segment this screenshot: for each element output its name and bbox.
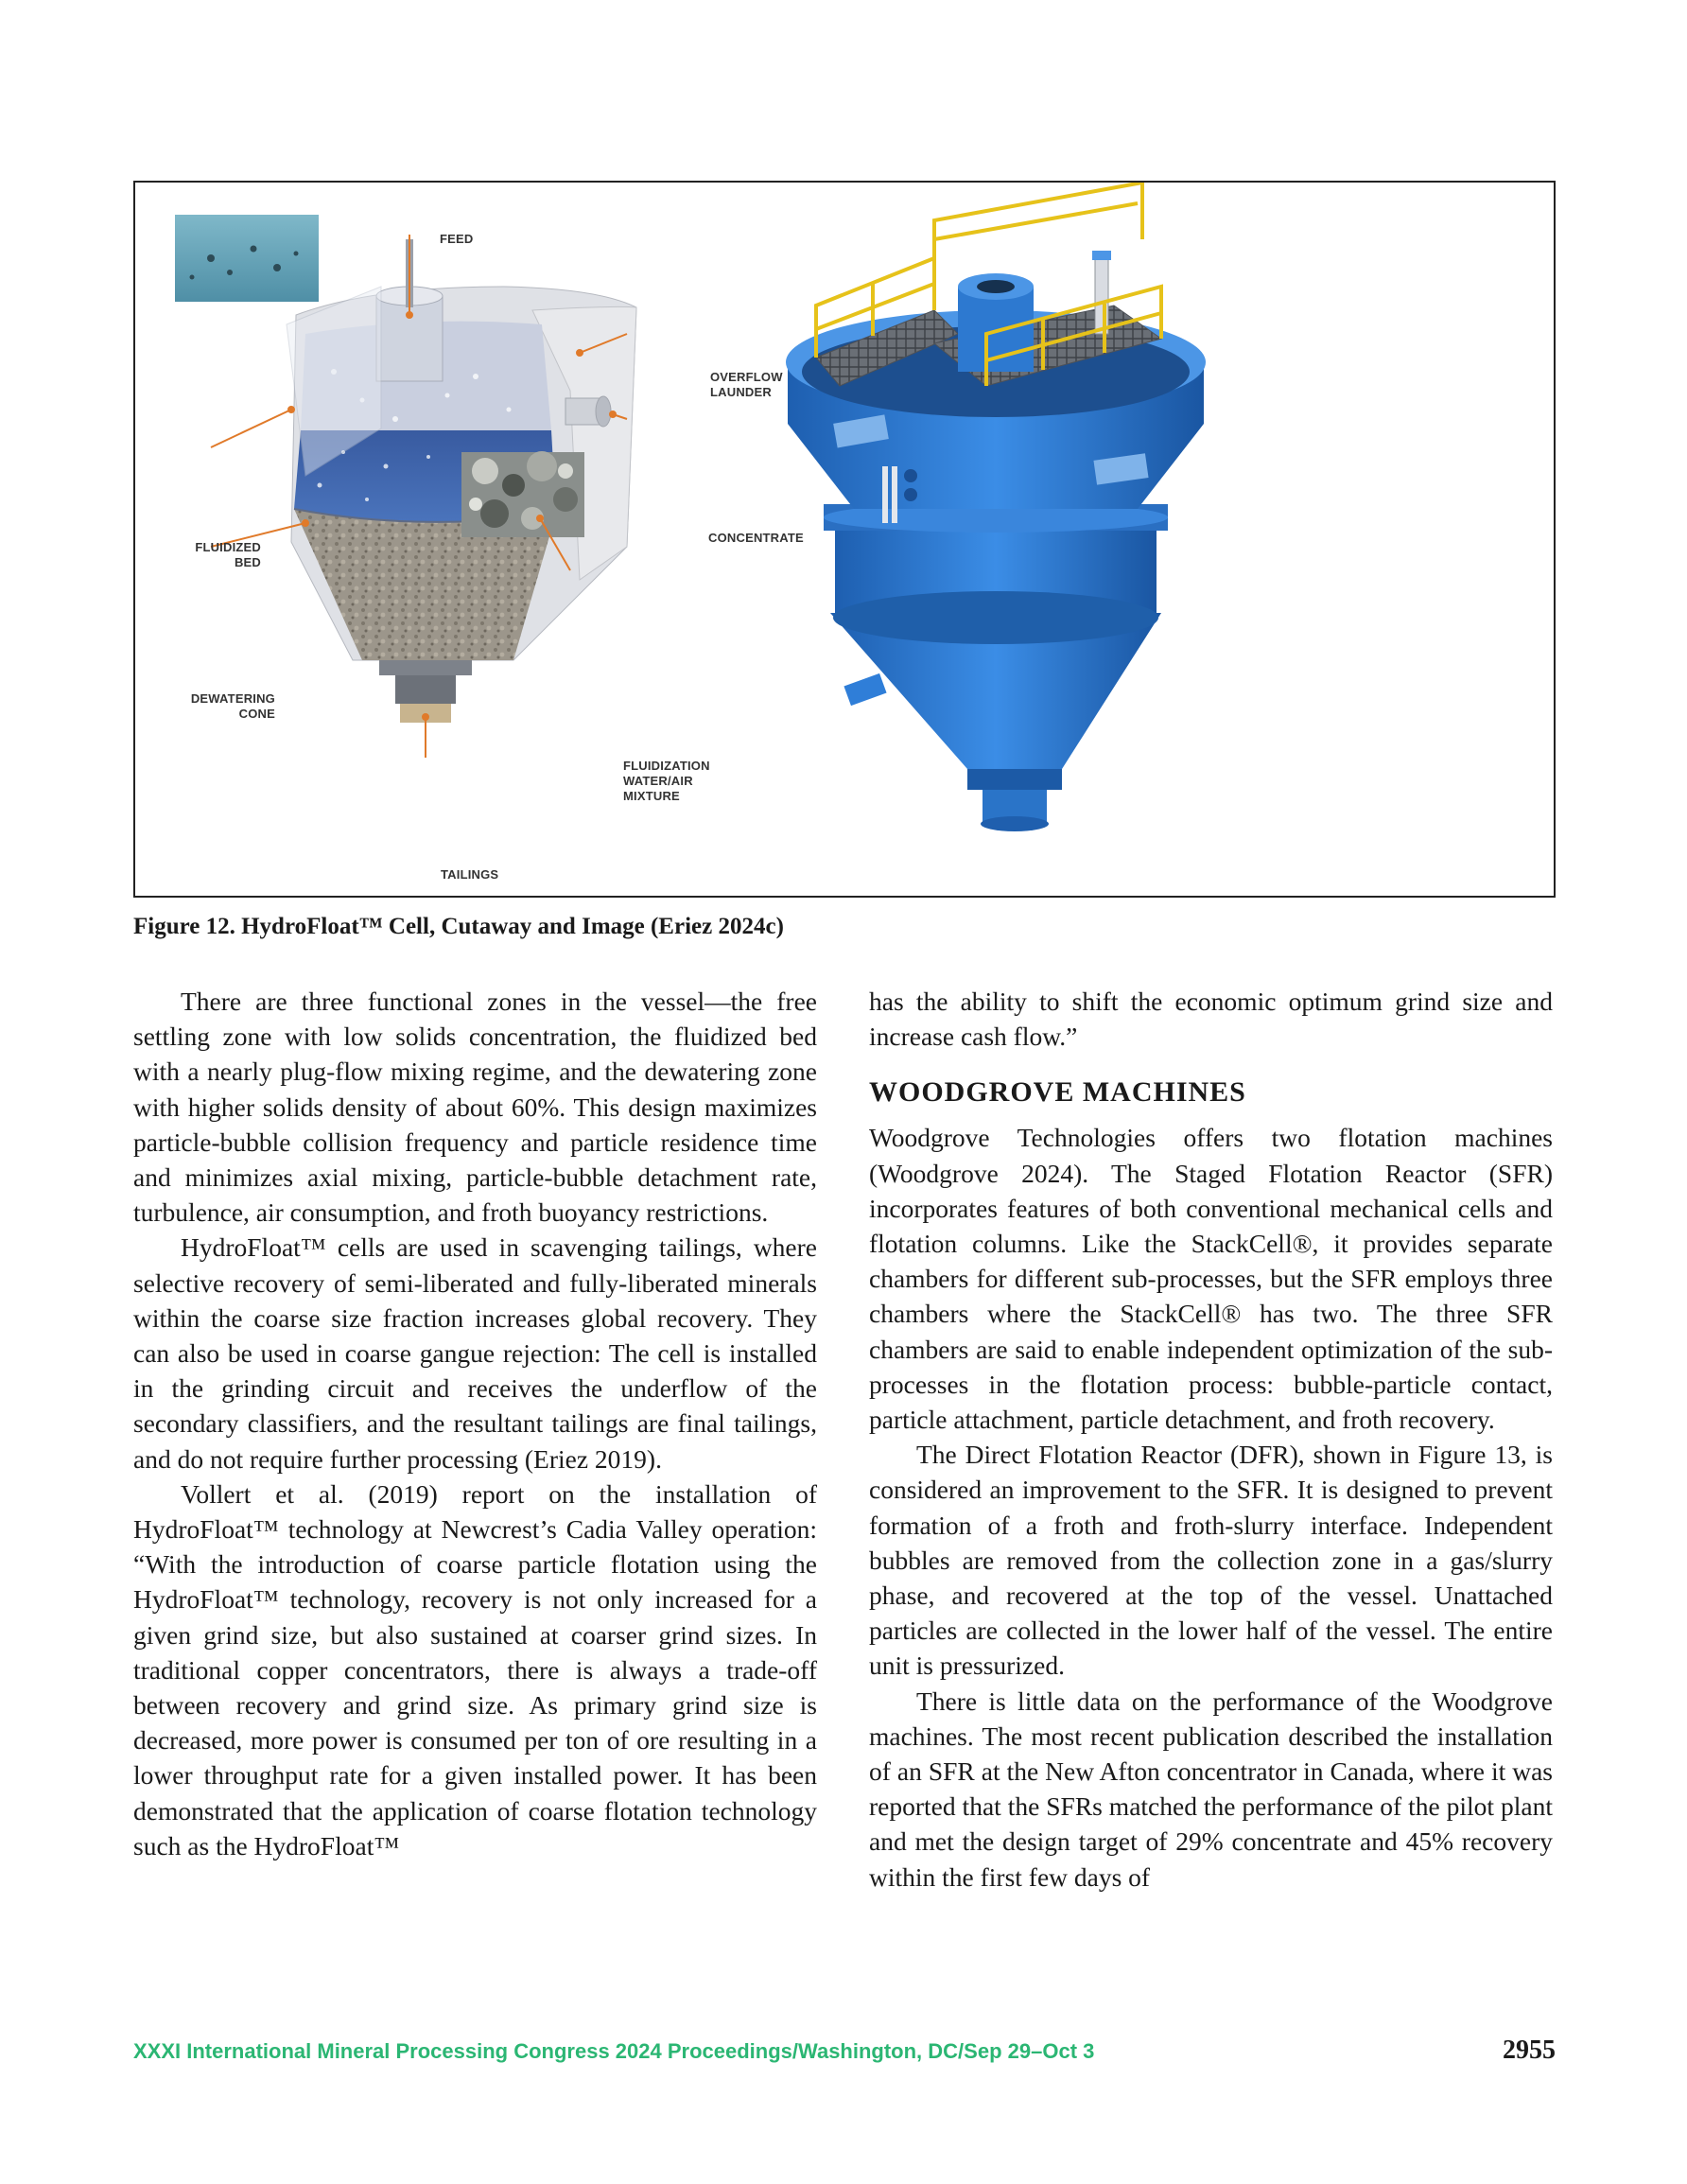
left-column bbox=[133, 984, 817, 1863]
callout-dewatering-cone: DEWATERING CONE bbox=[190, 691, 275, 721]
callout-tailings: TAILINGS bbox=[441, 867, 499, 882]
callout-concentrate: CONCENTRATE bbox=[708, 531, 804, 545]
figure-caption: Figure 12. HydroFloat™ Cell, Cutaway and Image (Eriez 2024c) bbox=[133, 914, 784, 939]
paragraph: There are three functional zones in the vessel—the free settling zone with low solids concentration, the fluidized bed with a nearly plug-flow mixing regime, and the dewatering zone with higher solids density of about 60%. This design maximizes particle-bubble collision frequency and particle residence time and minimizes axial mixing, particle-bubble detachment rate, turbulence, air consumption, and froth buoyancy restrictions. bbox=[133, 987, 817, 1228]
callout-overflow-launder: OVERFLOW LAUNDER bbox=[710, 370, 783, 399]
footer-conference: XXXI International Mineral Processing Congress 2024 Proceedings/Washington, DC/Sep 29–Oct 3 bbox=[133, 2039, 1095, 2063]
hydrofloat-vessel-render bbox=[786, 183, 1206, 831]
callout-fluidization-mixture: FLUIDIZATION WATER/AIR MIXTURE bbox=[623, 759, 710, 803]
paragraph-continuation: has the ability to shift the economic optimum grind size and increase cash flow.” bbox=[869, 987, 1553, 1052]
paragraph: Woodgrove Technologies offers two flotation machines (Woodgrove 2024). The Staged Flotation Reactor (SFR) incorporates features of both conventional mechanical cells and flotation columns. Like the StackCell®, it provides separate chambers for different sub-processes, but the SFR employs three chambers where the StackCell® has two. The three SFR chambers are said to enable independent optimization of the sub-processes in the flotation process: bubble-particle contact, particle attachment, particle detachment, and froth recovery. bbox=[869, 1123, 1553, 1435]
page-number: 2955 bbox=[1503, 2035, 1556, 2065]
right-column bbox=[869, 984, 1553, 1895]
callout-fluidized-bed: FLUIDIZED BED bbox=[195, 540, 261, 569]
paragraph: The Direct Flotation Reactor (DFR), shown in Figure 13, is considered an improvement to the SFR. It is designed to prevent formation of a froth and froth-slurry interface. Independent bubbles are removed from the collection zone in a gas/slurry phase, and recovered at the top of the vessel. Unattached particles are collected in the lower half of the vessel. The entire unit is pressurized. bbox=[869, 1440, 1553, 1681]
inset-water-photo bbox=[175, 215, 319, 302]
figure-12 bbox=[133, 181, 1556, 898]
paragraph: Vollert et al. (2019) report on the installation of HydroFloat™ technology at Newcrest’s Cadia Valley operation: “With the introduction of coarse particle flotation using the HydroFloat™ technology, recovery is not only increased for a given grind size, but also sustained at coarser grind sizes. In traditional copper concentrators, there is always a trade-off between recovery and grind size. As primary grind size is decreased, more power is consumed per ton of ore resulting in a lower throughput rate for a given installed power. It has been demonstrated that the application of coarse flotation technology such as the HydroFloat™ bbox=[133, 1478, 817, 1861]
paragraph: HydroFloat™ cells are used in scavenging tailings, where selective recovery of semi-liberated and fully-liberated minerals within the coarse size fraction increases global recovery. They can also be used in coarse gangue rejection: The cell is installed in the grinding circuit and receives the underflow of the secondary classifiers, and the resultant tailings are final tailings, and do not require further processing (Eriez 2019). bbox=[133, 1232, 817, 1474]
section-heading: WOODGROVE MACHINES bbox=[869, 1076, 1246, 1109]
figure-illustration bbox=[135, 183, 1554, 896]
inset-froth-photo bbox=[461, 451, 584, 537]
paragraph: There is little data on the performance of the Woodgrove machines. The most recent publication described the installation of an SFR at the New Afton concentrator in Canada, where it was reported that the SFRs matched the performance of the pilot plant and met the design target of 29% concentrate and 45% recovery within the first few days of bbox=[869, 1686, 1553, 1892]
callout-feed: FEED bbox=[440, 232, 474, 246]
